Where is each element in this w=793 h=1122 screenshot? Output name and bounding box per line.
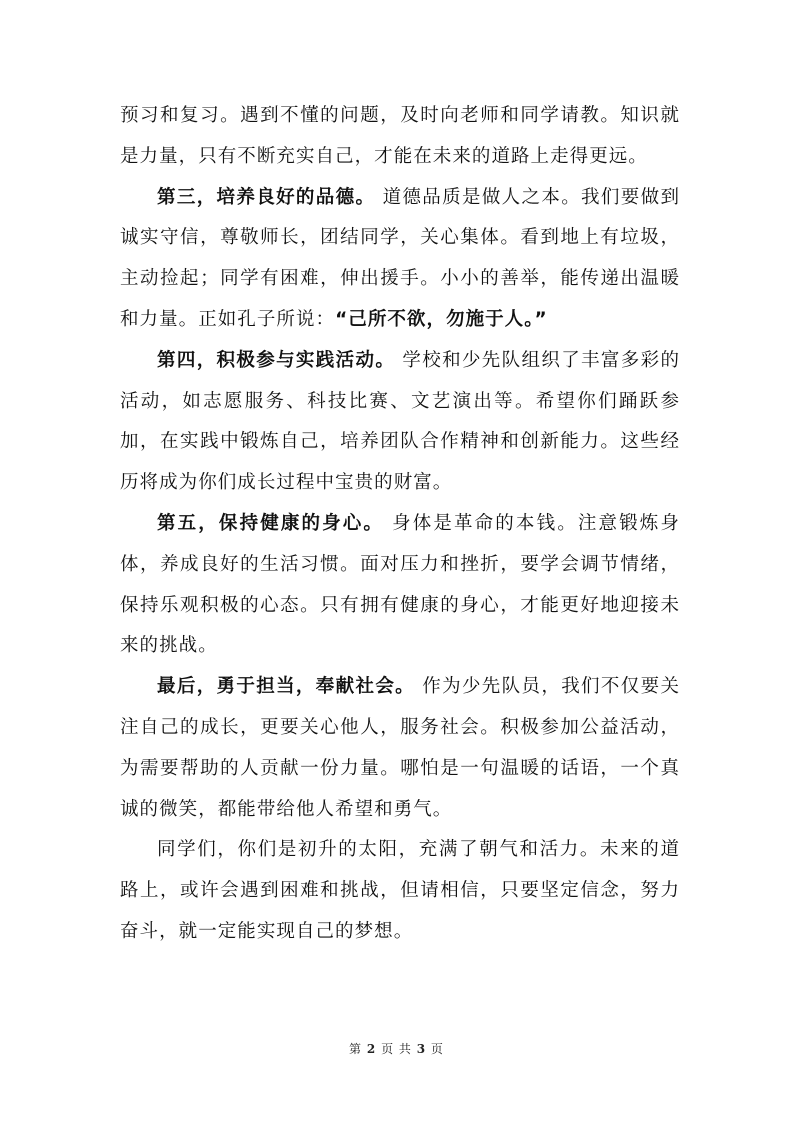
footer-middle: 页 共: [381, 1042, 412, 1056]
paragraph-text: 预习和复习。遇到不懂的问题，及时向老师和同学请教。知识就是力量，只有不断充实自己，才能在未来的道路上走得更远。: [120, 105, 680, 167]
total-page-number: 3: [416, 1042, 427, 1056]
paragraph-virtue: [120, 178, 680, 341]
paragraph-text: 道德品质是做人之本。我们要做到诚实守信，尊敬师长，团结同学，关心集体。看到地上有垃圾，主动捡起；同学有困难，伸出援手。小小的善举，能传递出温暖和力量。正如孔子所说：: [120, 186, 680, 330]
paragraph-responsibility: [120, 667, 680, 830]
confucius-quote: “己所不欲，勿施于人。”: [335, 308, 548, 330]
body-text: [120, 96, 680, 953]
paragraph-closing: [120, 830, 680, 952]
paragraph-heading: 最后，勇于担当，奉献社会。: [157, 676, 416, 698]
paragraph-heading: 第三，培养良好的品德。: [157, 186, 376, 208]
footer-prefix: 第: [349, 1042, 363, 1056]
paragraph-text: 学校和少先队组织了丰富多彩的活动，如志愿服务、科技比赛、文艺演出等。希望你们踊跃参加，在实践中锻炼自己，培养团队合作精神和创新能力。这些经历将成为你们成长过程中宝贵的财富。: [120, 349, 680, 494]
paragraph-health: [120, 504, 680, 667]
paragraph-text: 作为少先队员，我们不仅要关注自己的成长，更要关心他人，服务社会。积极参加公益活动，为需要帮助的人贡献一份力量。哪怕是一句温暖的话语，一个真诚的微笑，都能带给他人希望和勇气。: [120, 676, 680, 820]
paragraph-text: 身体是革命的本钱。注意锻炼身体，养成良好的生活习惯。面对压力和挫折，要学会调节情绪，保持乐观积极的心态。只有拥有健康的身心，才能更好地迎接未来的挑战。: [120, 512, 680, 657]
page-footer: [0, 1040, 793, 1057]
current-page-number: 2: [366, 1042, 377, 1056]
paragraph-heading: 第五，保持健康的身心。: [157, 512, 385, 534]
footer-suffix: 页: [430, 1042, 444, 1056]
paragraph-heading: 第四，积极参与实践活动。: [157, 349, 396, 371]
paragraph-continuation: [120, 96, 680, 178]
paragraph-text: 同学们，你们是初升的太阳，充满了朝气和活力。未来的道路上，或许会遇到困难和挑战，但请相信，只要坚定信念，努力奋斗，就一定能实现自己的梦想。: [120, 839, 680, 942]
paragraph-practice: [120, 341, 680, 504]
